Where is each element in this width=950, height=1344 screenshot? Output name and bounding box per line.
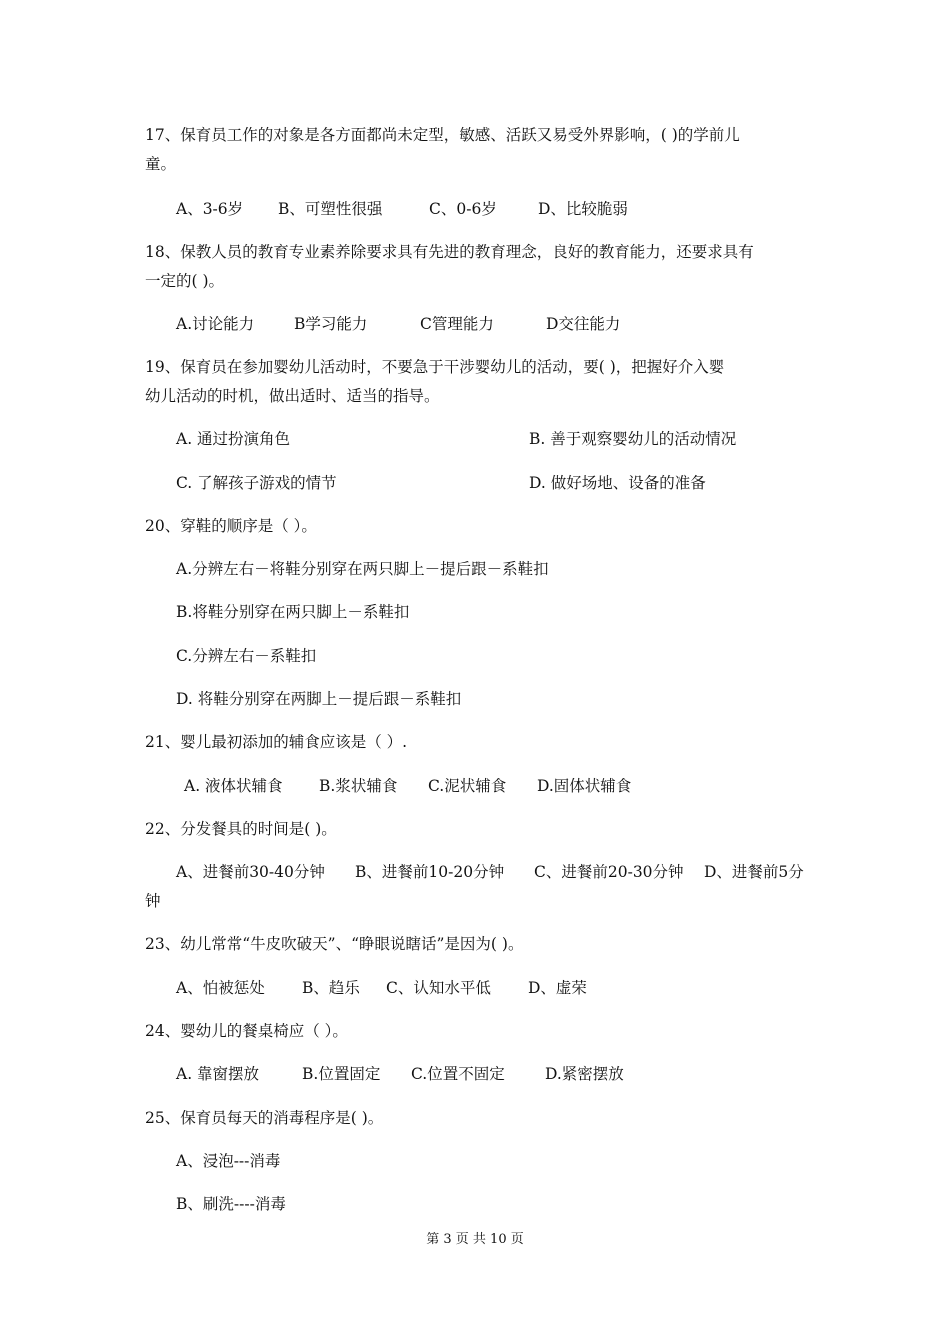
question-19-line-2: 幼儿活动的时机，做出适时、适当的指导。	[145, 387, 440, 405]
option-a: A.讨论能力	[176, 315, 255, 333]
option-b: B.将鞋分别穿在两只脚上－系鞋扣	[176, 603, 410, 621]
option-a: A、浸泡---消毒	[176, 1152, 281, 1170]
option-a: A. 靠窗摆放	[176, 1065, 260, 1083]
option-a: A.分辨左右－将鞋分别穿在两只脚上－提后跟－系鞋扣	[176, 560, 549, 578]
option-a: A. 液体状辅食	[184, 777, 283, 795]
option-d: D.紧密摆放	[545, 1065, 624, 1083]
option-d: D. 将鞋分别穿在两脚上－提后跟－系鞋扣	[176, 690, 462, 708]
page-footer: 第 3 页 共 10 页	[426, 1232, 524, 1247]
question-22: 22、分发餐具的时间是( )。	[145, 820, 337, 838]
option-a: A、3-6岁	[176, 200, 244, 218]
option-c: C.泥状辅食	[428, 777, 507, 795]
option-b: B、进餐前10-20分钟	[355, 863, 505, 881]
option-a: A、怕被惩处	[176, 979, 265, 997]
question-23: 23、幼儿常常“牛皮吹破天”、“睁眼说瞎话”是因为( )。	[145, 935, 524, 953]
option-a: A、进餐前30-40分钟	[176, 863, 325, 881]
question-17-line-2: 童。	[145, 155, 177, 173]
option-b: B. 善于观察婴幼儿的活动情况	[529, 430, 737, 448]
option-d: D交往能力	[546, 315, 621, 333]
question-17-line-1: 17、保育员工作的对象是各方面都尚未定型，敏感、活跃又易受外界影响，( )的学前儿	[145, 126, 740, 144]
option-c: C、0-6岁	[429, 200, 497, 218]
option-d: D、进餐前5分	[704, 863, 804, 881]
option-d: D、虚荣	[528, 979, 587, 997]
option-d: D、比较脆弱	[538, 200, 628, 218]
question-20: 20、穿鞋的顺序是（ ）。	[145, 517, 317, 535]
option-c: C.分辨左右－系鞋扣	[176, 647, 317, 665]
option-b: B.浆状辅食	[319, 777, 398, 795]
question-25: 25、保育员每天的消毒程序是( )。	[145, 1109, 384, 1127]
option-d: D.固体状辅食	[537, 777, 632, 795]
option-b: B、趋乐	[302, 979, 360, 997]
option-c: C、进餐前20-30分钟	[534, 863, 684, 881]
option-c: C. 了解孩子游戏的情节	[176, 474, 337, 492]
option-b: B、刷洗----消毒	[176, 1195, 286, 1213]
option-c: C.位置不固定	[411, 1065, 505, 1083]
option-b: B、可塑性很强	[278, 200, 383, 218]
question-18-line-1: 18、保教人员的教育专业素养除要求具有先进的教育理念，良好的教育能力，还要求具有	[145, 243, 754, 261]
question-19-line-1: 19、保育员在参加婴幼儿活动时，不要急于干涉婴幼儿的活动，要( )，把握好介入婴	[145, 358, 725, 376]
question-21: 21、婴儿最初添加的辅食应该是（ ）.	[145, 733, 408, 751]
option-c: C、认知水平低	[386, 979, 491, 997]
question-24: 24、婴幼儿的餐桌椅应（ ）。	[145, 1022, 348, 1040]
option-b: B学习能力	[294, 315, 368, 333]
option-d: D. 做好场地、设备的准备	[529, 474, 706, 492]
option-a: A. 通过扮演角色	[176, 430, 291, 448]
option-c: C管理能力	[420, 315, 494, 333]
option-d-continuation: 钟	[145, 892, 161, 910]
question-18-line-2: 一定的( )。	[145, 272, 225, 290]
option-b: B.位置固定	[302, 1065, 381, 1083]
